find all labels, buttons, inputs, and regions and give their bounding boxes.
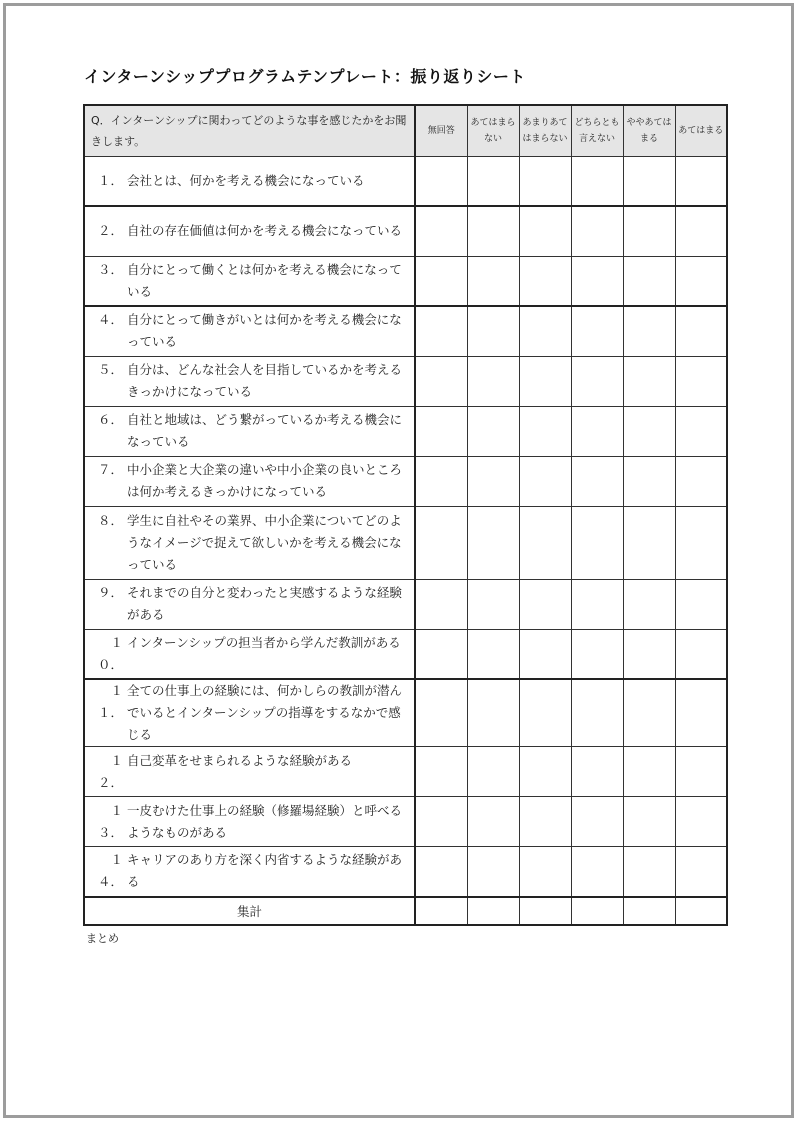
table-row bbox=[84, 579, 727, 629]
rating-cell[interactable] bbox=[623, 506, 675, 579]
rating-cell[interactable] bbox=[519, 356, 571, 406]
question-number: ３． bbox=[97, 261, 123, 277]
rating-cell[interactable] bbox=[415, 579, 467, 629]
question-text: 自社と地域は、どう繋がっているか考える機会になっている bbox=[127, 412, 403, 449]
rating-cell[interactable] bbox=[623, 206, 675, 256]
question-cell bbox=[84, 356, 415, 406]
rating-cell[interactable] bbox=[415, 306, 467, 356]
rating-cell[interactable] bbox=[415, 797, 467, 847]
rating-cell[interactable] bbox=[467, 797, 519, 847]
total-row bbox=[84, 897, 727, 925]
rating-cell[interactable] bbox=[675, 679, 727, 747]
rating-cell[interactable] bbox=[623, 847, 675, 897]
rating-cell[interactable] bbox=[415, 506, 467, 579]
rating-cell[interactable] bbox=[571, 747, 623, 797]
question-number: ８． bbox=[97, 512, 123, 528]
rating-header: 無回答 bbox=[415, 105, 467, 156]
rating-cell[interactable] bbox=[467, 456, 519, 506]
table-row bbox=[84, 156, 727, 206]
question-text: それまでの自分と変わったと実感するような経験がある bbox=[127, 585, 402, 622]
question-number: １２． bbox=[97, 752, 123, 790]
rating-cell[interactable] bbox=[415, 406, 467, 456]
rating-cell[interactable] bbox=[519, 506, 571, 579]
rating-cell[interactable] bbox=[415, 256, 467, 306]
rating-cell[interactable] bbox=[415, 629, 467, 679]
rating-cell[interactable] bbox=[623, 747, 675, 797]
table-row bbox=[84, 797, 727, 847]
rating-cell[interactable] bbox=[571, 406, 623, 456]
header-row bbox=[84, 105, 727, 156]
table-row bbox=[84, 679, 727, 747]
question-text: 一皮むけた仕事上の経験（修羅場経験）と呼べるようなものがある bbox=[127, 802, 403, 840]
rating-cell[interactable] bbox=[467, 306, 519, 356]
rating-cell[interactable] bbox=[519, 797, 571, 847]
rating-header: あてはまらない bbox=[467, 105, 519, 156]
rating-cell[interactable] bbox=[675, 306, 727, 356]
table-row bbox=[84, 206, 727, 256]
rating-header: ややあてはまる bbox=[623, 105, 675, 156]
rating-cell[interactable] bbox=[467, 356, 519, 406]
question-number: １３． bbox=[97, 802, 123, 840]
question-number: ６． bbox=[97, 412, 123, 427]
rating-cell[interactable] bbox=[675, 256, 727, 306]
rating-cell[interactable] bbox=[675, 406, 727, 456]
rating-cell[interactable] bbox=[675, 797, 727, 847]
rating-cell[interactable] bbox=[675, 747, 727, 797]
table-row bbox=[84, 306, 727, 356]
question-cell bbox=[84, 306, 415, 356]
question-number: １０． bbox=[97, 634, 123, 672]
total-cell[interactable] bbox=[467, 897, 519, 925]
question-number: ２． bbox=[97, 223, 123, 239]
rating-cell[interactable] bbox=[467, 847, 519, 897]
rating-cell[interactable] bbox=[571, 579, 623, 629]
rating-cell[interactable] bbox=[675, 456, 727, 506]
rating-cell[interactable] bbox=[675, 356, 727, 406]
rating-cell[interactable] bbox=[415, 206, 467, 256]
question-cell bbox=[84, 456, 415, 506]
question-text: 自社の存在価値は何かを考える機会になっている bbox=[127, 223, 403, 239]
rating-cell[interactable] bbox=[623, 456, 675, 506]
rating-cell[interactable] bbox=[519, 206, 571, 256]
rating-cell[interactable] bbox=[675, 506, 727, 579]
question-cell bbox=[84, 506, 415, 579]
rating-cell[interactable] bbox=[675, 629, 727, 679]
question-number: ４． bbox=[97, 312, 123, 328]
question-text: 自分は、どんな社会人を目指しているかを考えるきっかけになっている bbox=[127, 362, 403, 399]
rating-cell[interactable] bbox=[571, 456, 623, 506]
rating-cell[interactable] bbox=[519, 847, 571, 897]
question-number: ５． bbox=[97, 362, 123, 377]
rating-cell[interactable] bbox=[467, 156, 519, 206]
rating-cell[interactable] bbox=[415, 679, 467, 747]
question-number: １１． bbox=[97, 683, 123, 720]
rating-cell[interactable] bbox=[519, 406, 571, 456]
rating-cell[interactable] bbox=[571, 306, 623, 356]
total-cell[interactable] bbox=[519, 897, 571, 925]
rating-cell[interactable] bbox=[519, 256, 571, 306]
question-cell bbox=[84, 406, 415, 456]
summary-label: まとめ bbox=[86, 932, 119, 945]
rating-cell[interactable] bbox=[519, 456, 571, 506]
table-row bbox=[84, 356, 727, 406]
rating-cell[interactable] bbox=[467, 206, 519, 256]
question-cell bbox=[84, 629, 415, 679]
rating-cell[interactable] bbox=[519, 747, 571, 797]
rating-cell[interactable] bbox=[623, 797, 675, 847]
question-cell bbox=[84, 256, 415, 306]
question-header: Q．インターンシップに関わってどのような事を感じたかをお聞きします。 bbox=[84, 105, 415, 156]
question-text: インターンシップの担当者から学んだ教訓がある bbox=[127, 634, 401, 650]
page-title: インターンシッププログラムテンプレート：振り返りシート bbox=[84, 67, 526, 86]
rating-cell[interactable] bbox=[675, 206, 727, 256]
rating-cell[interactable] bbox=[623, 579, 675, 629]
question-number: ７． bbox=[97, 462, 123, 477]
rating-cell[interactable] bbox=[467, 747, 519, 797]
rating-cell[interactable] bbox=[467, 579, 519, 629]
rating-cell[interactable] bbox=[623, 156, 675, 206]
rating-cell[interactable] bbox=[467, 679, 519, 747]
table-row bbox=[84, 506, 727, 579]
rating-cell[interactable] bbox=[571, 206, 623, 256]
table-row bbox=[84, 406, 727, 456]
rating-cell[interactable] bbox=[623, 406, 675, 456]
rating-cell[interactable] bbox=[675, 156, 727, 206]
rating-cell[interactable] bbox=[415, 156, 467, 206]
table-row bbox=[84, 747, 727, 797]
question-text: 全ての仕事上の経験には、何かしらの教訓が潜んでいるとインターンシップの指導をするなかで感じる bbox=[127, 683, 403, 742]
rating-cell[interactable] bbox=[415, 847, 467, 897]
question-text: 自分にとって働きがいとは何かを考える機会になっている bbox=[127, 312, 402, 350]
rating-cell[interactable] bbox=[467, 406, 519, 456]
question-cell bbox=[84, 206, 415, 256]
total-cell[interactable] bbox=[415, 897, 467, 925]
rating-cell[interactable] bbox=[623, 306, 675, 356]
rating-cell[interactable] bbox=[571, 797, 623, 847]
rating-cell[interactable] bbox=[415, 356, 467, 406]
question-text: キャリアのあり方を深く内省するような経験がある bbox=[127, 852, 403, 890]
rating-cell[interactable] bbox=[623, 629, 675, 679]
rating-cell[interactable] bbox=[623, 256, 675, 306]
rating-cell[interactable] bbox=[571, 256, 623, 306]
rating-cell[interactable] bbox=[571, 679, 623, 747]
rating-cell[interactable] bbox=[519, 679, 571, 747]
rating-cell[interactable] bbox=[623, 679, 675, 747]
rating-cell[interactable] bbox=[675, 579, 727, 629]
question-text: 学生に自社やその業界、中小企業についてどのようなイメージで捉えて欲しいかを考える機会になっている bbox=[127, 512, 402, 572]
rating-cell[interactable] bbox=[571, 506, 623, 579]
question-number: １４． bbox=[97, 852, 123, 890]
rating-cell[interactable] bbox=[675, 847, 727, 897]
rating-cell[interactable] bbox=[571, 356, 623, 406]
question-cell bbox=[84, 156, 415, 206]
question-cell bbox=[84, 679, 415, 747]
rating-cell[interactable] bbox=[415, 456, 467, 506]
reflection-table bbox=[83, 104, 728, 926]
question-text: 中小企業と大企業の違いや中小企業の良いところは何か考えるきっかけになっている bbox=[127, 462, 403, 499]
rating-cell[interactable] bbox=[571, 156, 623, 206]
rating-cell[interactable] bbox=[519, 579, 571, 629]
question-cell bbox=[84, 579, 415, 629]
question-text: 自己変革をせまられるような経験がある bbox=[127, 752, 353, 768]
rating-cell[interactable] bbox=[623, 356, 675, 406]
table-row bbox=[84, 456, 727, 506]
rating-cell[interactable] bbox=[519, 156, 571, 206]
rating-cell[interactable] bbox=[467, 506, 519, 579]
rating-cell[interactable] bbox=[467, 629, 519, 679]
rating-cell[interactable] bbox=[571, 629, 623, 679]
rating-header: どちらとも言えない bbox=[571, 105, 623, 156]
question-cell bbox=[84, 747, 415, 797]
table-row bbox=[84, 847, 727, 897]
rating-header: あまりあてはまらない bbox=[519, 105, 571, 156]
question-number: ９． bbox=[97, 585, 123, 600]
rating-cell[interactable] bbox=[415, 747, 467, 797]
question-cell bbox=[84, 847, 415, 897]
total-cell[interactable] bbox=[571, 897, 623, 925]
rating-cell[interactable] bbox=[519, 306, 571, 356]
total-cell[interactable] bbox=[675, 897, 727, 925]
question-cell bbox=[84, 797, 415, 847]
rating-cell[interactable] bbox=[571, 847, 623, 897]
question-text: 会社とは、何かを考える機会になっている bbox=[127, 172, 365, 188]
table-row bbox=[84, 629, 727, 679]
rating-cell[interactable] bbox=[467, 256, 519, 306]
table-row bbox=[84, 256, 727, 306]
rating-cell[interactable] bbox=[519, 629, 571, 679]
total-label: 集計 bbox=[84, 897, 415, 925]
total-cell[interactable] bbox=[623, 897, 675, 925]
question-number: １． bbox=[97, 172, 123, 188]
question-text: 自分にとって働くとは何かを考える機会になっている bbox=[127, 261, 402, 299]
rating-header: あてはまる bbox=[675, 105, 727, 156]
